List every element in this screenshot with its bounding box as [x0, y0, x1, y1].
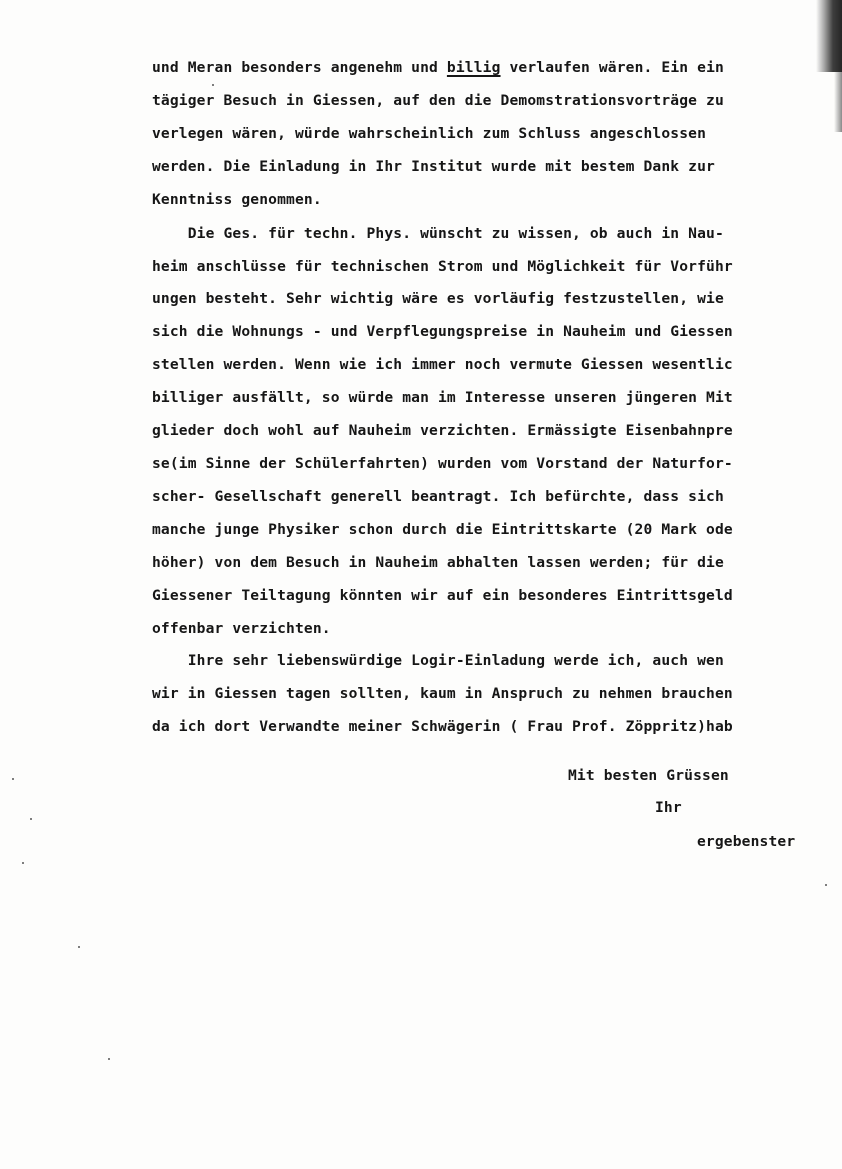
scan-speck [212, 84, 214, 86]
letter-line-1-prefix: und Meran besonders angenehm und [152, 59, 447, 76]
scan-edge-shadow [816, 0, 842, 72]
letter-line-19: Ihre sehr liebenswürdige Logir-Einladung werde ich, auch wen [152, 652, 724, 669]
letter-line-3: verlegen wären, würde wahrscheinlich zum Schluss angeschlossen [152, 125, 707, 142]
scan-speck [12, 778, 14, 780]
scan-speck [825, 884, 827, 886]
letter-line-7: heim anschlüsse für technischen Strom und Möglichkeit für Vorführ [152, 258, 733, 275]
letter-line-4: werden. Die Einladung in Ihr Institut wurde mit bestem Dank zur [152, 158, 715, 175]
letter-line-18: offenbar verzichten. [152, 620, 331, 637]
scan-speck [78, 946, 80, 948]
letter-line-1 [152, 58, 724, 78]
letter-line-11: billiger ausfällt, so würde man im Interesse unseren jüngeren Mit [152, 389, 733, 406]
scan-speck [108, 1058, 110, 1060]
letter-line-8: ungen besteht. Sehr wichtig wäre es vorläufig festzustellen, wie [152, 290, 724, 307]
scan-edge-shadow-lower [834, 72, 842, 132]
letter-line-13: se(im Sinne der Schülerfahrten) wurden vom Vorstand der Naturfor- [152, 455, 733, 472]
corrected-word-billig: billig [446, 59, 501, 76]
letter-line-17: Giessener Teiltagung könnten wir auf ein besonderes Eintrittsgeld [152, 587, 733, 604]
letter-line-12: glieder doch wohl auf Nauheim verzichten. Ermässigte Eisenbahnpre [152, 422, 733, 439]
letter-line-15: manche junge Physiker schon durch die Eintrittskarte (20 Mark ode [152, 521, 733, 538]
scan-speck [30, 818, 32, 820]
letter-line-10: stellen werden. Wenn wie ich immer noch vermute Giessen wesentlic [152, 356, 733, 373]
letter-line-16: höher) von dem Besuch in Nauheim abhalten lassen werden; für die [152, 554, 724, 571]
letter-line-21: da ich dort Verwandte meiner Schwägerin ( Frau Prof. Zöppritz)hab [152, 718, 733, 735]
letter-line-6: Die Ges. für techn. Phys. wünscht zu wissen, ob auch in Nau- [152, 225, 724, 242]
letter-line-5: Kenntniss genommen. [152, 191, 322, 208]
scan-speck [22, 862, 24, 864]
letter-line-2: tägiger Besuch in Giessen, auf den die Demomstrationsvorträge zu [152, 92, 724, 109]
letter-line-1-suffix: verlaufen wären. Ein ein [500, 59, 724, 76]
closing-signoff: ergebenster [697, 833, 796, 850]
closing-greeting: Mit besten Grüssen [568, 767, 729, 784]
closing-pronoun: Ihr [655, 799, 682, 816]
letter-line-14: scher- Gesellschaft generell beantragt. Ich befürchte, dass sich [152, 488, 724, 505]
letter-line-9: sich die Wohnungs - und Verpflegungspreise in Nauheim und Giessen [152, 323, 733, 340]
letter-line-20: wir in Giessen tagen sollten, kaum in Anspruch zu nehmen brauchen [152, 685, 733, 702]
